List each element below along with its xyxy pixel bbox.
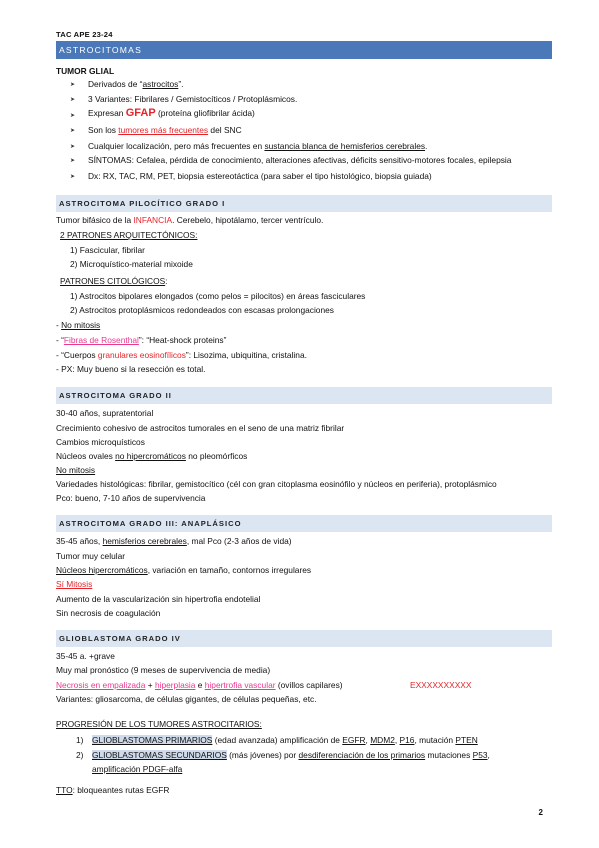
page-number: 2 bbox=[538, 808, 543, 817]
progresion-item-2-cont: amplificación PDGF-alfa bbox=[92, 764, 183, 774]
grado2-line-7: Pco: bueno, 7-10 años de supervivencia bbox=[56, 493, 206, 503]
grado3-line-4: Sí Mitosis bbox=[56, 579, 93, 589]
patrones-arquitectonicos: 2 PATRONES ARQUITECTÓNICOS: bbox=[60, 230, 198, 240]
arrow-bullet-icon: ➤ bbox=[70, 174, 76, 180]
intro-bullet-3: Expresan GFAP (proteína gliofibrilar ácida) bbox=[88, 107, 255, 119]
cit-item-1: 1) Astrocitos bipolares elongados (como pelos = pilocitos) en áreas fasciculares bbox=[70, 291, 366, 301]
intro-bullet-4: Son los tumores más frecuentes del SNC bbox=[88, 125, 242, 135]
intro-bullet-1: Derivados de “astrocitos”. bbox=[88, 79, 184, 89]
grado3-line-2: Tumor muy celular bbox=[56, 551, 126, 561]
course-header: TAC APE 23-24 bbox=[56, 30, 113, 39]
rosenthal: - “Fibras de Rosenthal”: “Heat-shock proteins” bbox=[56, 335, 227, 345]
arrow-bullet-icon: ➤ bbox=[70, 113, 76, 119]
grado4-line-3: Necrosis en empalizada + hiperplasia e hipertrofia vascular (ovillos capilares) bbox=[56, 680, 343, 690]
cuerpos-granulares: - “Cuerpos granulares eosinofílicos”: Lisozima, ubiquitina, cristalina. bbox=[56, 350, 307, 360]
intro-bullet-6: SÍNTOMAS: Cefalea, pérdida de conocimiento, alteraciones afectivas, déficits sensitivo-motores focales, epilepsia bbox=[88, 155, 512, 165]
progresion-item-2: 2) GLIOBLASTOMAS SECUNDARIOS (más jóvenes) por desdiferenciación de los primarios mutaciones P53, bbox=[76, 750, 490, 760]
intro-bullet-2: 3 Variantes: Fibrilares / Gemistocíticos / Protoplásmicos. bbox=[88, 94, 298, 104]
progresion-item-1: 1) GLIOBLASTOMAS PRIMARIOS (edad avanzada) amplificación de EGFR, MDM2, P16, mutación PTEN bbox=[76, 735, 478, 745]
section-grado-2: ASTROCITOMA GRADO II bbox=[56, 387, 552, 404]
arrow-bullet-icon: ➤ bbox=[70, 97, 76, 103]
intro-heading: TUMOR GLIAL bbox=[56, 66, 115, 76]
section-pilocitico: ASTROCITOMA PILOCÍTICO GRADO I bbox=[56, 195, 552, 212]
grado2-line-2: Crecimiento cohesivo de astrocitos tumorales en el seno de una matriz fibrilar bbox=[56, 423, 345, 433]
no-mitosis: - No mitosis bbox=[56, 320, 101, 330]
grado4-exxx: EXXXXXXXXXX bbox=[410, 680, 472, 690]
grado2-line-5: No mitosis bbox=[56, 465, 96, 475]
grado3-line-5: Aumento de la vascularización sin hipertrofia endotelial bbox=[56, 594, 261, 604]
grado3-line-1: 35-45 años, hemisferios cerebrales, mal Pco (2-3 años de vida) bbox=[56, 536, 292, 546]
page-title: ASTROCITOMAS bbox=[56, 41, 552, 59]
arq-item-1: 1) Fascicular, fibrilar bbox=[70, 245, 145, 255]
section-grado-3: ASTROCITOMA GRADO III: ANAPLÁSICO bbox=[56, 515, 552, 532]
arrow-bullet-icon: ➤ bbox=[70, 158, 76, 164]
grado4-line-1: 35-45 a. +grave bbox=[56, 651, 115, 661]
grado3-line-6: Sin necrosis de coagulación bbox=[56, 608, 161, 618]
grado2-line-6: Variedades histológicas: fibrilar, gemistocítico (cél con gran citoplasma eosinófilo y núcleos en periferia), protoplásmico bbox=[56, 479, 497, 489]
arrow-bullet-icon: ➤ bbox=[70, 128, 76, 134]
arrow-bullet-icon: ➤ bbox=[70, 82, 76, 88]
section-grado-4: GLIOBLASTOMA GRADO IV bbox=[56, 630, 552, 647]
patrones-citologicos: PATRONES CITOLÓGICOS: bbox=[60, 276, 168, 286]
grado2-line-4: Núcleos ovales no hipercromáticos no pleomórficos bbox=[56, 451, 248, 461]
tto-line: TTO: bloqueantes rutas EGFR bbox=[56, 785, 170, 795]
intro-bullet-5: Cualquier localización, pero más frecuentes en sustancia blanca de hemisferios cerebrales. bbox=[88, 141, 428, 151]
cit-item-2: 2) Astrocitos protoplásmicos redondeados con escasas prolongaciones bbox=[70, 305, 334, 315]
grado4-line-4: Variantes: gliosarcoma, de células gigantes, de células pequeñas, etc. bbox=[56, 694, 317, 704]
progresion-heading: PROGRESIÓN DE LOS TUMORES ASTROCITARIOS: bbox=[56, 719, 262, 729]
pilocitico-line-1: Tumor bifásico de la INFANCIA. Cerebelo, hipotálamo, tercer ventrículo. bbox=[56, 215, 324, 225]
arq-item-2: 2) Microquístico-material mixoide bbox=[70, 259, 193, 269]
grado2-line-3: Cambios microquísticos bbox=[56, 437, 145, 447]
intro-bullet-7: Dx: RX, TAC, RM, PET, biopsia estereotáctica (para saber el tipo histológico, biopsia guiada) bbox=[88, 171, 432, 181]
pronostico: - PX: Muy bueno si la resección es total. bbox=[56, 364, 206, 374]
grado3-line-3: Núcleos hipercromáticos, variación en tamaño, contornos irregulares bbox=[56, 565, 312, 575]
grado2-line-1: 30-40 años, supratentorial bbox=[56, 408, 154, 418]
grado4-line-2: Muy mal pronóstico (9 meses de supervivencia de media) bbox=[56, 665, 271, 675]
arrow-bullet-icon: ➤ bbox=[70, 144, 76, 150]
